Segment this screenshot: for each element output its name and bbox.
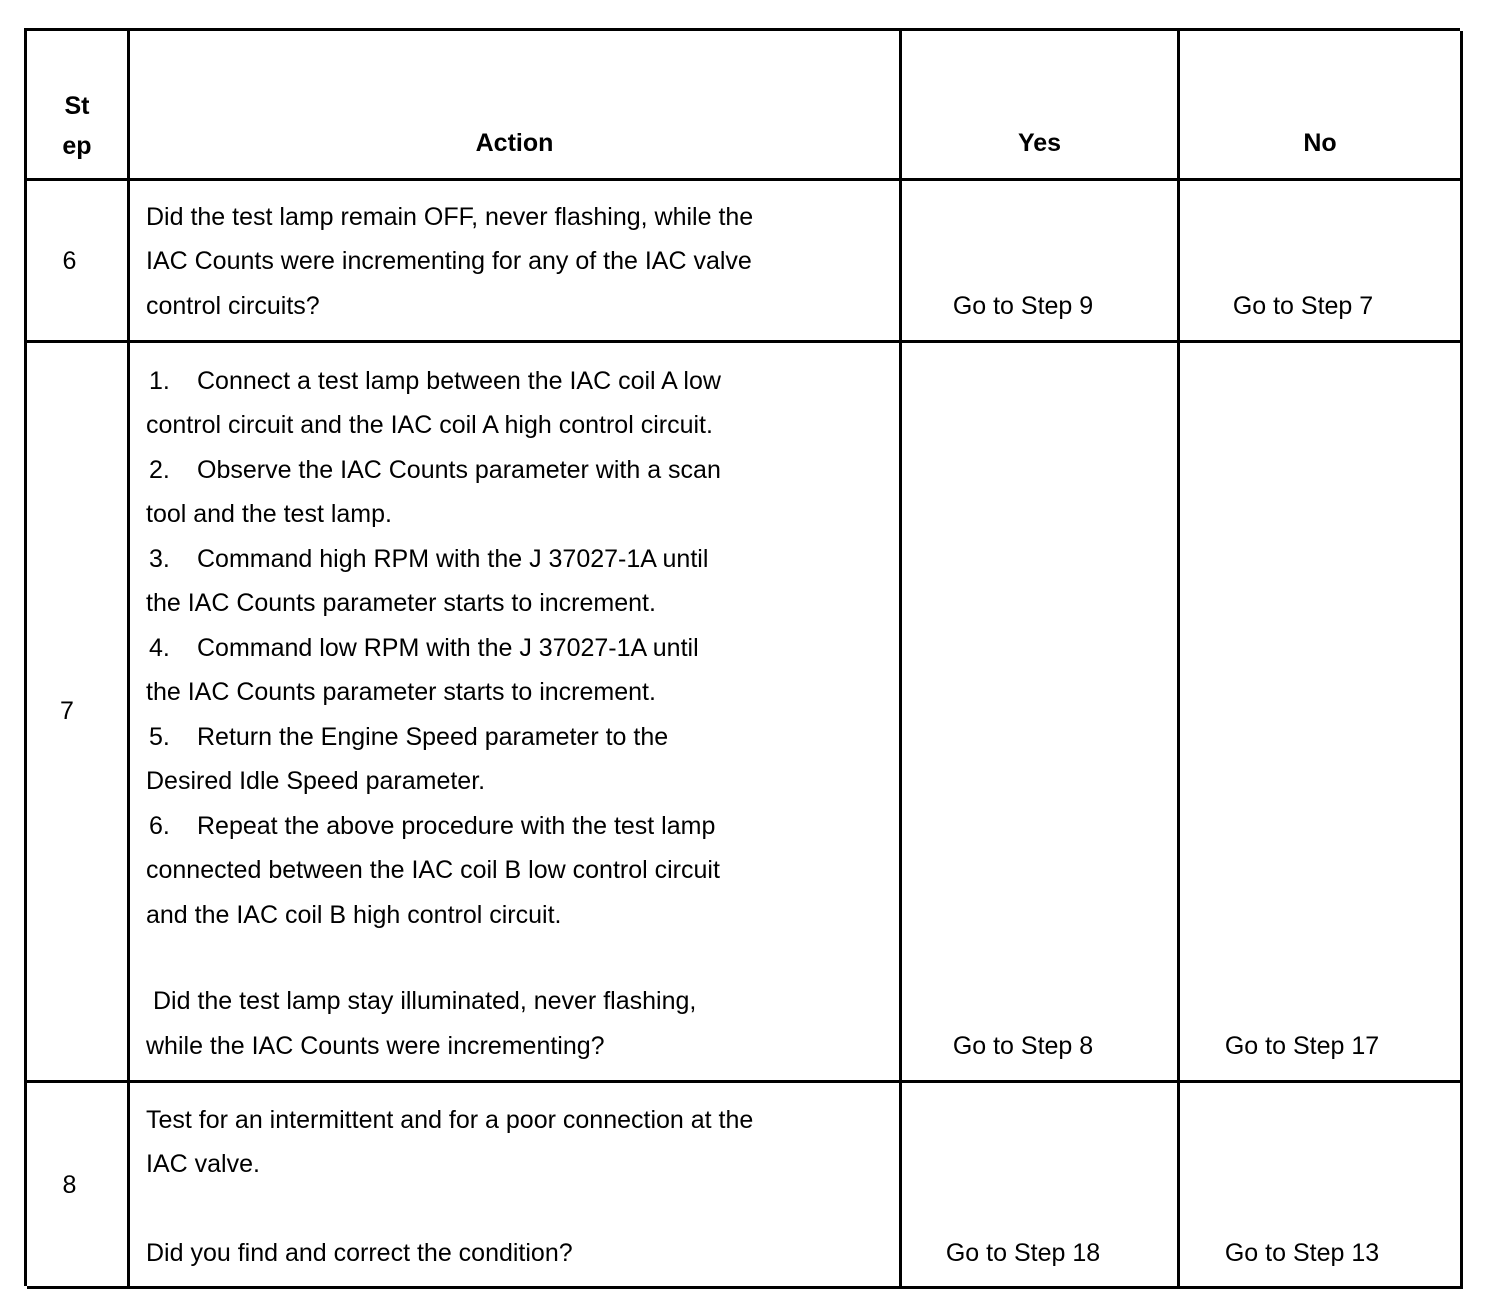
step-7-question-line: Did the test lamp stay illuminated, never flashing, [153,987,697,1015]
step-6-action-line: IAC Counts were incrementing for any of the IAC valve [146,247,752,275]
step-8-number-cell [27,1083,130,1289]
step-8-yes-cell [902,1083,1180,1289]
step-6-no-cell [1180,181,1463,343]
step-6-no-link: Go to Step 7 [1232,292,1374,320]
step-7-no-link: Go to Step 17 [1224,1032,1380,1060]
step-7-item-4 [146,626,699,670]
step-6-number: 6 [62,247,77,275]
step-7-item-number: 5. [149,723,170,751]
step-7-no-cell [1180,343,1463,1083]
header-yes-cell [902,31,1180,181]
step-7-item-3-cont: the IAC Counts parameter starts to increment. [146,589,656,617]
step-8-no-cell [1180,1083,1463,1289]
step-8-action-line: Test for an intermittent and for a poor connection at the [146,1106,754,1134]
step-6-action-line: control circuits? [146,292,320,320]
step-6-action-cell [130,181,902,343]
step-7-item-2 [146,448,721,492]
step-7-item-1 [146,359,721,403]
header-no-label: No [1303,129,1337,157]
step-7-item-5 [146,715,668,759]
step-7-question-line: while the IAC Counts were incrementing? [146,1032,605,1060]
step-8-action-cell [130,1083,902,1289]
step-6-yes-cell [902,181,1180,343]
step-7-item-3 [146,537,708,581]
step-7-item-text: Command low RPM with the J 37027-1A until [197,634,699,662]
step-7-item-number: 4. [149,634,170,662]
step-7-item-6-cont: connected between the IAC coil B low control circuit [146,856,720,884]
step-7-item-6-cont: and the IAC coil B high control circuit. [146,901,562,929]
step-6-number-cell [27,181,130,343]
step-7-item-4-cont: the IAC Counts parameter starts to increment. [146,678,656,706]
step-7-item-6 [146,804,715,848]
step-7-number-cell [27,343,130,1083]
step-7-number: 7 [60,697,74,725]
header-step-label: St ep [62,92,92,160]
step-7-item-5-cont: Desired Idle Speed parameter. [146,767,486,795]
step-7-item-number: 3. [149,545,170,573]
diagnostic-table [24,28,1460,1286]
header-yes-label: Yes [1017,129,1062,157]
step-7-item-1-cont: control circuit and the IAC coil A high control circuit. [146,411,713,439]
step-8-question: Did you find and correct the condition? [146,1239,573,1267]
header-step-cell [27,31,130,181]
step-7-yes-link: Go to Step 8 [952,1032,1094,1060]
step-7-action-cell [130,343,902,1083]
step-7-item-text: Connect a test lamp between the IAC coil A low [197,367,721,395]
step-6-yes-link: Go to Step 9 [952,292,1094,320]
step-7-item-number: 2. [149,456,170,484]
step-7-item-text: Return the Engine Speed parameter to the [197,723,669,751]
step-7-item-text: Repeat the above procedure with the test lamp [197,812,716,840]
step-8-no-link: Go to Step 13 [1224,1239,1380,1267]
step-7-item-number: 6. [149,812,170,840]
step-7-item-2-cont: tool and the test lamp. [146,500,392,528]
step-7-item-number: 1. [149,367,170,395]
step-6-action-line: Did the test lamp remain OFF, never flashing, while the [146,203,754,231]
step-8-yes-link: Go to Step 18 [945,1239,1101,1267]
header-action-label: Action [475,129,554,157]
step-7-item-text: Command high RPM with the J 37027-1A until [197,545,709,573]
step-7-yes-cell [902,343,1180,1083]
step-7-item-text: Observe the IAC Counts parameter with a scan [197,456,721,484]
header-action-cell [130,31,902,181]
step-8-number: 8 [62,1171,77,1199]
header-no-cell [1180,31,1463,181]
step-8-action-line: IAC valve. [146,1150,260,1178]
